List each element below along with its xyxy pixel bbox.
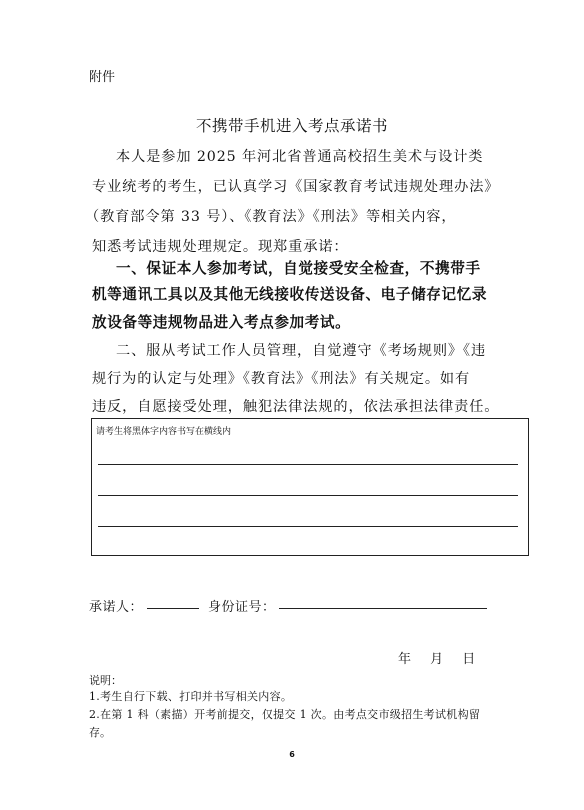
date-field: 年 月 日 — [398, 652, 476, 667]
pledge-two-line-2: 规行为的认定与处理》《教育法》《刑法》有关规定。如有 — [92, 371, 471, 387]
handwriting-box-hint: 请考生将黑体字内容书写在横线内 — [96, 427, 232, 437]
handwriting-box — [91, 418, 529, 556]
pledge-bold-line-2: 机等通讯工具以及其他无线接收传送设备、电子储存记忆录 — [92, 286, 488, 303]
document-title: 不携带手机进入考点承诺书 — [195, 117, 388, 135]
intro-line-2: 专业统考的考生，已认真学习《国家教育考试违规处理办法》 — [92, 179, 500, 195]
pledge-bold-line-3: 放设备等违规物品进入考点参加考试。 — [92, 314, 351, 331]
page-number: 6 — [289, 750, 295, 759]
handwriting-line-2[interactable] — [98, 495, 518, 496]
pledge-two-line-3: 违反，自愿接受处理，触犯法律法规的，依法承担法律责任。 — [92, 399, 500, 415]
id-number-blank-line[interactable] — [279, 608, 487, 609]
notes-title: 说明： — [89, 674, 122, 687]
pledge-two-line-1: 二、服从考试工作人员管理，自觉遵守《考场规则》《违 — [116, 343, 487, 359]
note-item-2-continued: 存。 — [89, 726, 111, 739]
note-item-2: 2.在第 1 科（素描）开考前提交，仅提交 1 次。由考点交市级招生考试机构留 — [89, 708, 481, 721]
intro-line-4: 知悉考试违规处理规定。现郑重承诺： — [92, 239, 349, 255]
handwriting-line-1[interactable] — [98, 464, 518, 465]
id-number-label: 身份证号： — [208, 600, 276, 615]
attachment-label: 附件 — [89, 70, 116, 85]
intro-line-1: 本人是参加 2025 年河北省普通高校招生美术与设计类 — [116, 149, 484, 165]
signer-blank-line[interactable] — [147, 608, 199, 609]
intro-line-3: （教育部令第 33 号）、《教育法》《刑法》等相关内容， — [85, 209, 457, 225]
signer-label: 承诺人： — [89, 600, 144, 615]
note-item-1: 1.考生自行下载、打印并书写相关内容。 — [89, 690, 293, 703]
pledge-bold-line-1: 一、保证本人参加考试，自觉接受安全检查，不携带手 — [116, 260, 481, 277]
handwriting-line-3[interactable] — [98, 526, 518, 527]
